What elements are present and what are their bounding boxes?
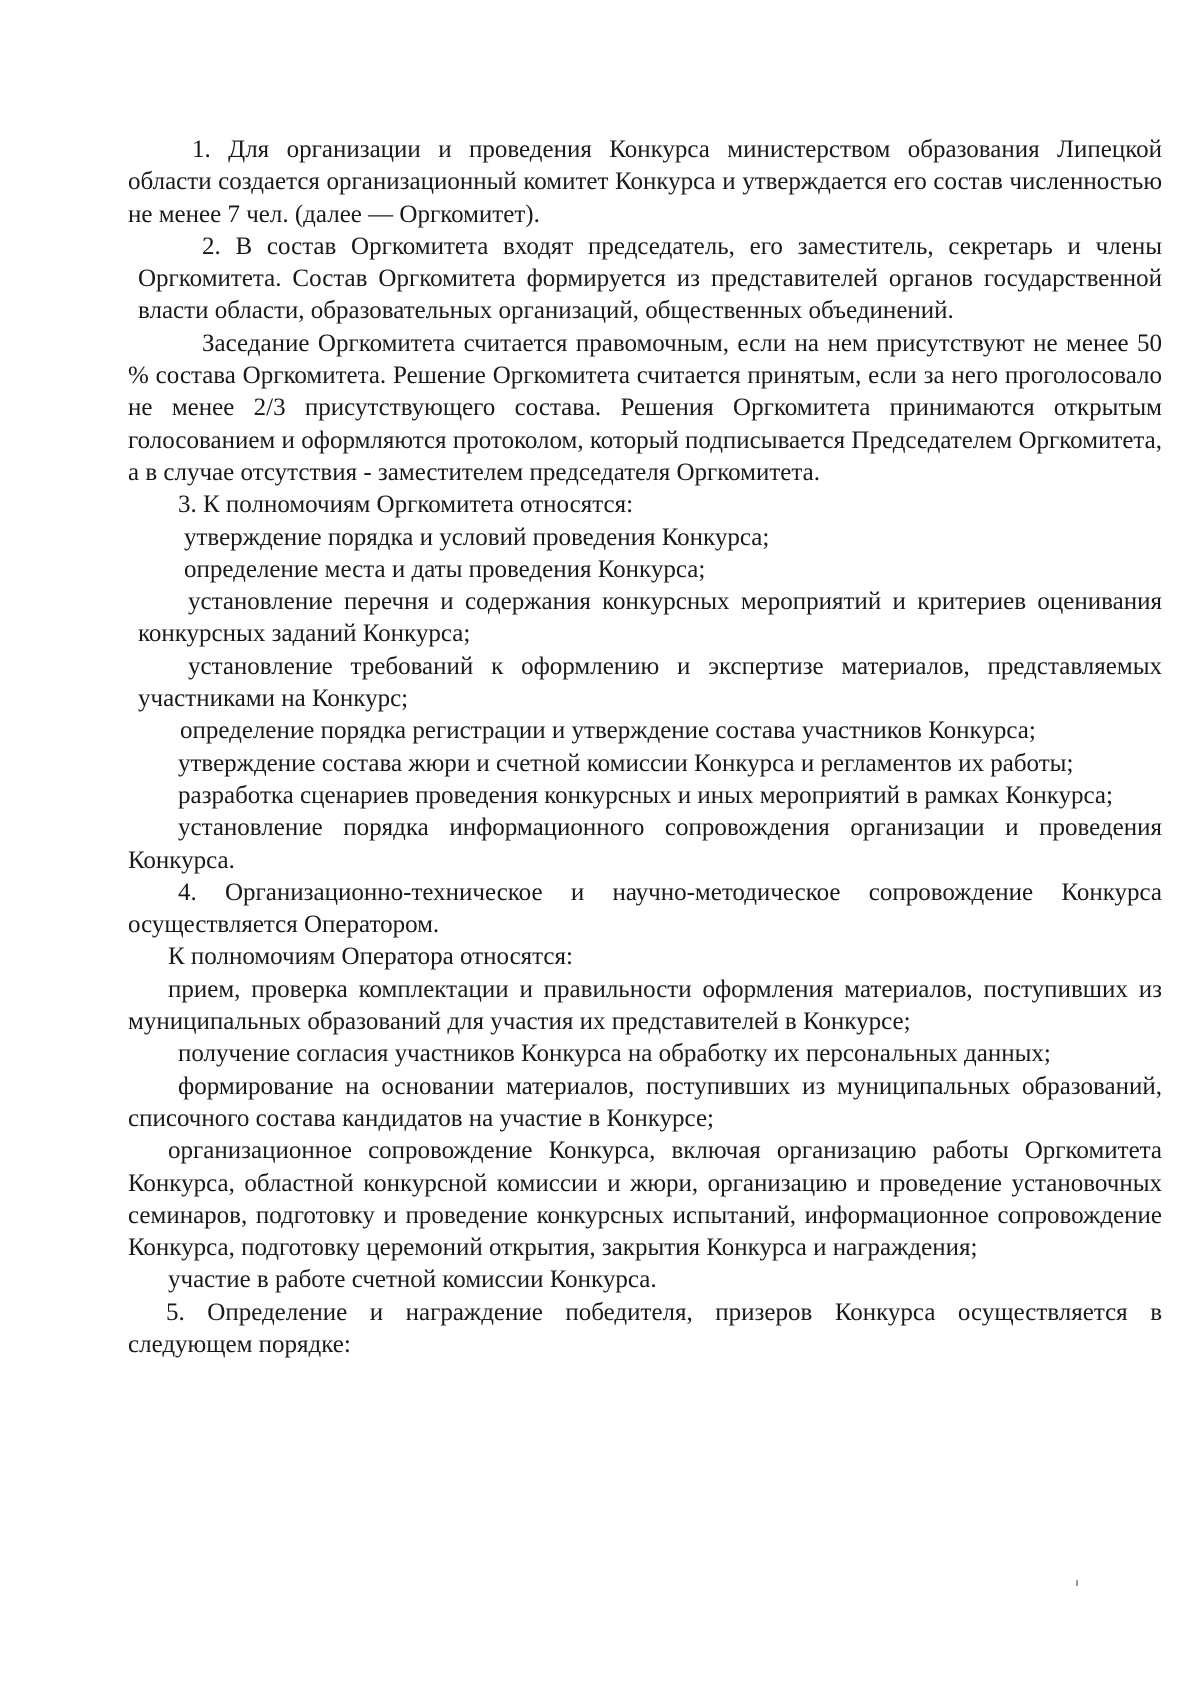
scan-speck [1076, 1580, 1078, 1586]
operator-item-5: участие в работе счетной комиссии Конкурса. [168, 1266, 657, 1294]
list-item-1: утверждение порядка и условий проведения Конкурса; [184, 523, 770, 551]
operator-item-2: получение согласия участников Конкурса на обработку их персональных данных; [178, 1040, 1051, 1068]
operator-item-1: прием, проверка комплектации и правильности оформления материалов, поступивших из муниципальных образований для участия их представителей в Конкурсе; [128, 975, 1162, 1036]
paragraph-2: 2. В состав Оргкомитета входят председатель, его заместитель, секретарь и члены Оргкомитета. Состав Оргкомитета формируется из представителей органов государственной власти области, образовательных организаций, общественных объединений. [138, 232, 1162, 325]
paragraph-7: 5. Определение и награждение победителя, призеров Конкурса осуществляется в следующем порядке: [128, 1298, 1162, 1358]
paragraph-1: 1. Для организации и проведения Конкурса министерством образования Липецкой области создается организационный комитет Конкурса и утверждается его состав численностью не менее 7 чел. (далее — Оргкомитет). [128, 136, 1162, 228]
list-item-6: утверждение состава жюри и счетной комиссии Конкурса и регламентов их работы; [178, 749, 1074, 777]
list-item-3: установление перечня и содержания конкурсных мероприятий и критериев оценивания конкурсных заданий Конкурса; [138, 588, 1162, 648]
paragraph-4: 3. К полномочиям Оргкомитета относятся: [178, 491, 634, 519]
list-item-2: определение места и даты проведения Конкурса; [184, 555, 706, 583]
paragraph-3: Заседание Оргкомитета считается правомочным, если на нем присутствуют не менее 50 % состава Оргкомитета. Решение Оргкомитета считается принятым, если за него проголосовало не менее 2/3 присутствующего состава. Решения Оргкомитета принимаются открытым голосованием и оформляются протоколом, который подписывается Председателем Оргкомитета, а в случае отсутствия - заместителем председателя Оргкомитета. [128, 329, 1162, 486]
list-item-7: разработка сценариев проведения конкурсных и иных мероприятий в рамках Конкурса; [178, 781, 1113, 809]
paragraph-5: 4. Организационно-техническое и научно-методическое сопровождение Конкурса осуществляется Оператором. [128, 878, 1162, 939]
list-item-5: определение порядка регистрации и утверждение состава участников Конкурса; [180, 717, 1036, 745]
document-body [128, 134, 1162, 1361]
list-item-8: установление порядка информационного сопровождения организации и проведения Конкурса. [128, 814, 1162, 874]
paragraph-6: К полномочиям Оператора относятся: [168, 943, 573, 971]
operator-item-4: организационное сопровождение Конкурса, включая организацию работы Оргкомитета Конкурса, областной конкурсной комиссии и жюри, организацию и проведение установочных семинаров, подготовку и проведение конкурсных испытаний, информационное сопровождение Конкурса, подготовку церемоний открытия, закрытия Конкурса и награждения; [128, 1137, 1162, 1262]
list-item-4: установление требований к оформлению и экспертизе материалов, представляемых участниками на Конкурс; [138, 652, 1162, 713]
operator-item-3: формирование на основании материалов, поступивших из муниципальных образований, списочного состава кандидатов на участие в Конкурсе; [128, 1072, 1162, 1132]
